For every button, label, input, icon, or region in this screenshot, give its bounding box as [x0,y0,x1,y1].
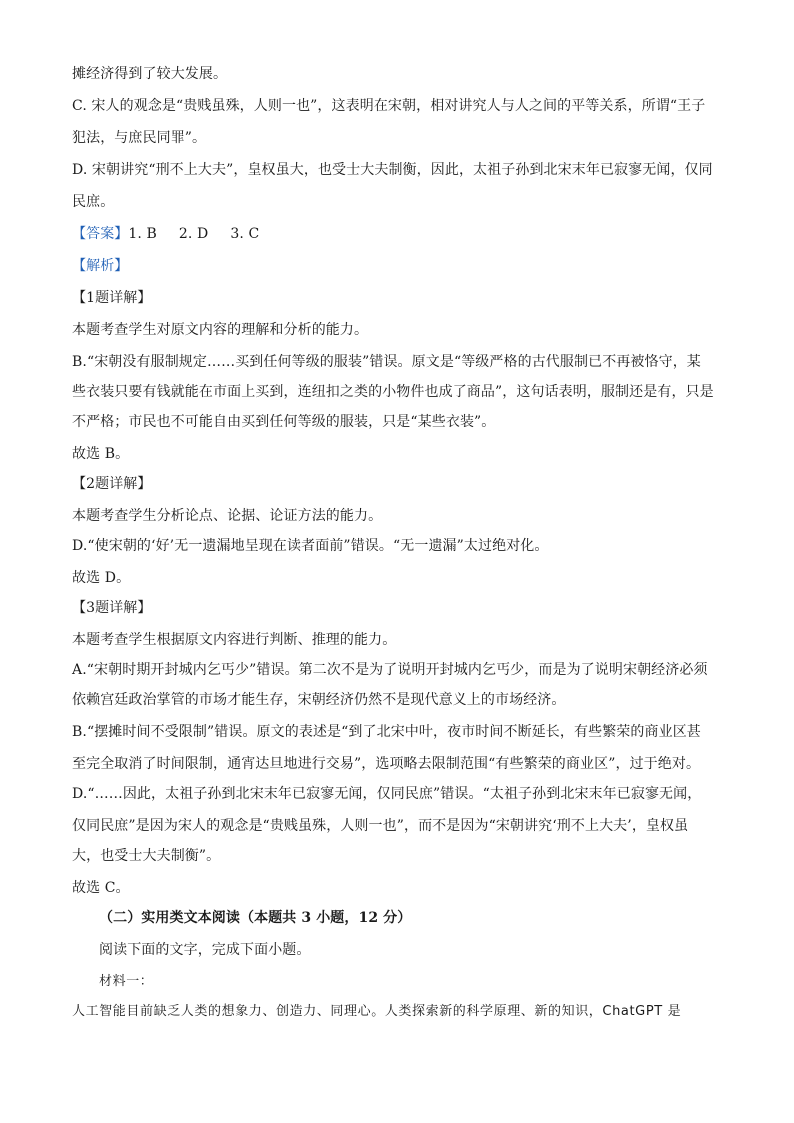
analysis-tag: 【解析】 [72,258,129,274]
q1-line: 不严格；市民也不可能自由买到任何等级的服装，只是“某些衣装”。 [72,414,496,430]
q1-line: B.“宋朝没有服制规定……买到任何等级的服装”错误。原文是“等级严格的古代服制已不再被恪守，某 [72,354,701,370]
section-heading: （二）实用类文本阅读（本题共 3 小题，12 分） [99,910,412,926]
q2-line: 故选 D。 [72,570,131,586]
text-line: 民庶。 [72,194,115,210]
option-c-line: C. 宋人的观念是“贵贱虽殊，人则一也”，这表明在宋朝，相对讲究人与人之间的平等关系，所谓“王子 [72,98,706,114]
answer-item: 3. C [230,226,260,242]
answer-row [72,224,724,244]
q2-heading: 【2题详解】 [72,476,152,492]
q3-line: 故选 C。 [72,880,130,896]
q3-line: A.“宋朝时期开封城内乞丐少”错误。第二次不是为了说明开封城内乞丐少，而是为了说明宋朝经济必须 [72,662,708,678]
answer-tag: 【答案】 [72,226,129,242]
section-instruction: 阅读下面的文字，完成下面小题。 [99,942,311,958]
q3-heading: 【3题详解】 [72,600,152,616]
q1-line: 些衣装只要有钱就能在市面上买到，连纽扣之类的小物件也成了商品”，这句话表明，服制还是有，只是 [72,384,714,400]
answer-item: 2. D [178,226,209,242]
answer-item: 1. B [128,226,157,242]
option-d-line: D. 宋朝讲究“刑不上大夫”，皇权虽大，也受士大夫制衡，因此，太祖子孙到北宋末年已寂寥无闻，仅同 [72,162,713,178]
q3-line: 大，也受士大夫制衡”。 [72,848,221,864]
q3-line: B.“摆摊时间不受限制”错误。原文的表述是“到了北宋中叶，夜市时间不断延长，有些繁荣的商业区甚 [72,724,701,740]
q3-line: 依赖宫廷政治掌管的市场才能生存，宋朝经济仍然不是现代意义上的市场经济。 [72,692,566,708]
q1-heading: 【1题详解】 [72,290,152,306]
q3-line: D.“……因此，太祖子孙到北宋末年已寂寥无闻，仅同民庶”错误。“太祖子孙到北宋末年已寂寥无闻， [72,786,702,802]
q3-line: 仅同民庶”是因为宋人的观念是“贵贱虽殊，人则一也”，而不是因为“宋朝讲究‘刑不上大夫’，皇权虽 [72,818,689,834]
text-line: 摊经济得到了较大发展。 [72,66,228,82]
q3-line: 本题考查学生根据原文内容进行判断、推理的能力。 [72,632,397,648]
material-label: 材料一： [99,974,154,989]
q2-line: 本题考查学生分析论点、论据、论证方法的能力。 [72,508,383,524]
q1-line: 故选 B。 [72,446,130,462]
text-line: 犯法，与庶民同罪”。 [72,130,207,146]
q1-line: 本题考查学生对原文内容的理解和分析的能力。 [72,322,369,338]
q3-line: 至完全取消了时间限制，通宵达旦地进行交易”，选项略去限制范围“有些繁荣的商业区”，过于绝对。 [72,756,701,772]
q2-line: D.“使宋朝的‘好’无一遗漏地呈现在读者面前”错误。“无一遗漏”太过绝对化。 [72,538,549,554]
material-line: 人工智能目前缺乏人类的想象力、创造力、同理心。人类探索新的科学原理、新的知识，ChatGPT 是 [72,1004,682,1019]
